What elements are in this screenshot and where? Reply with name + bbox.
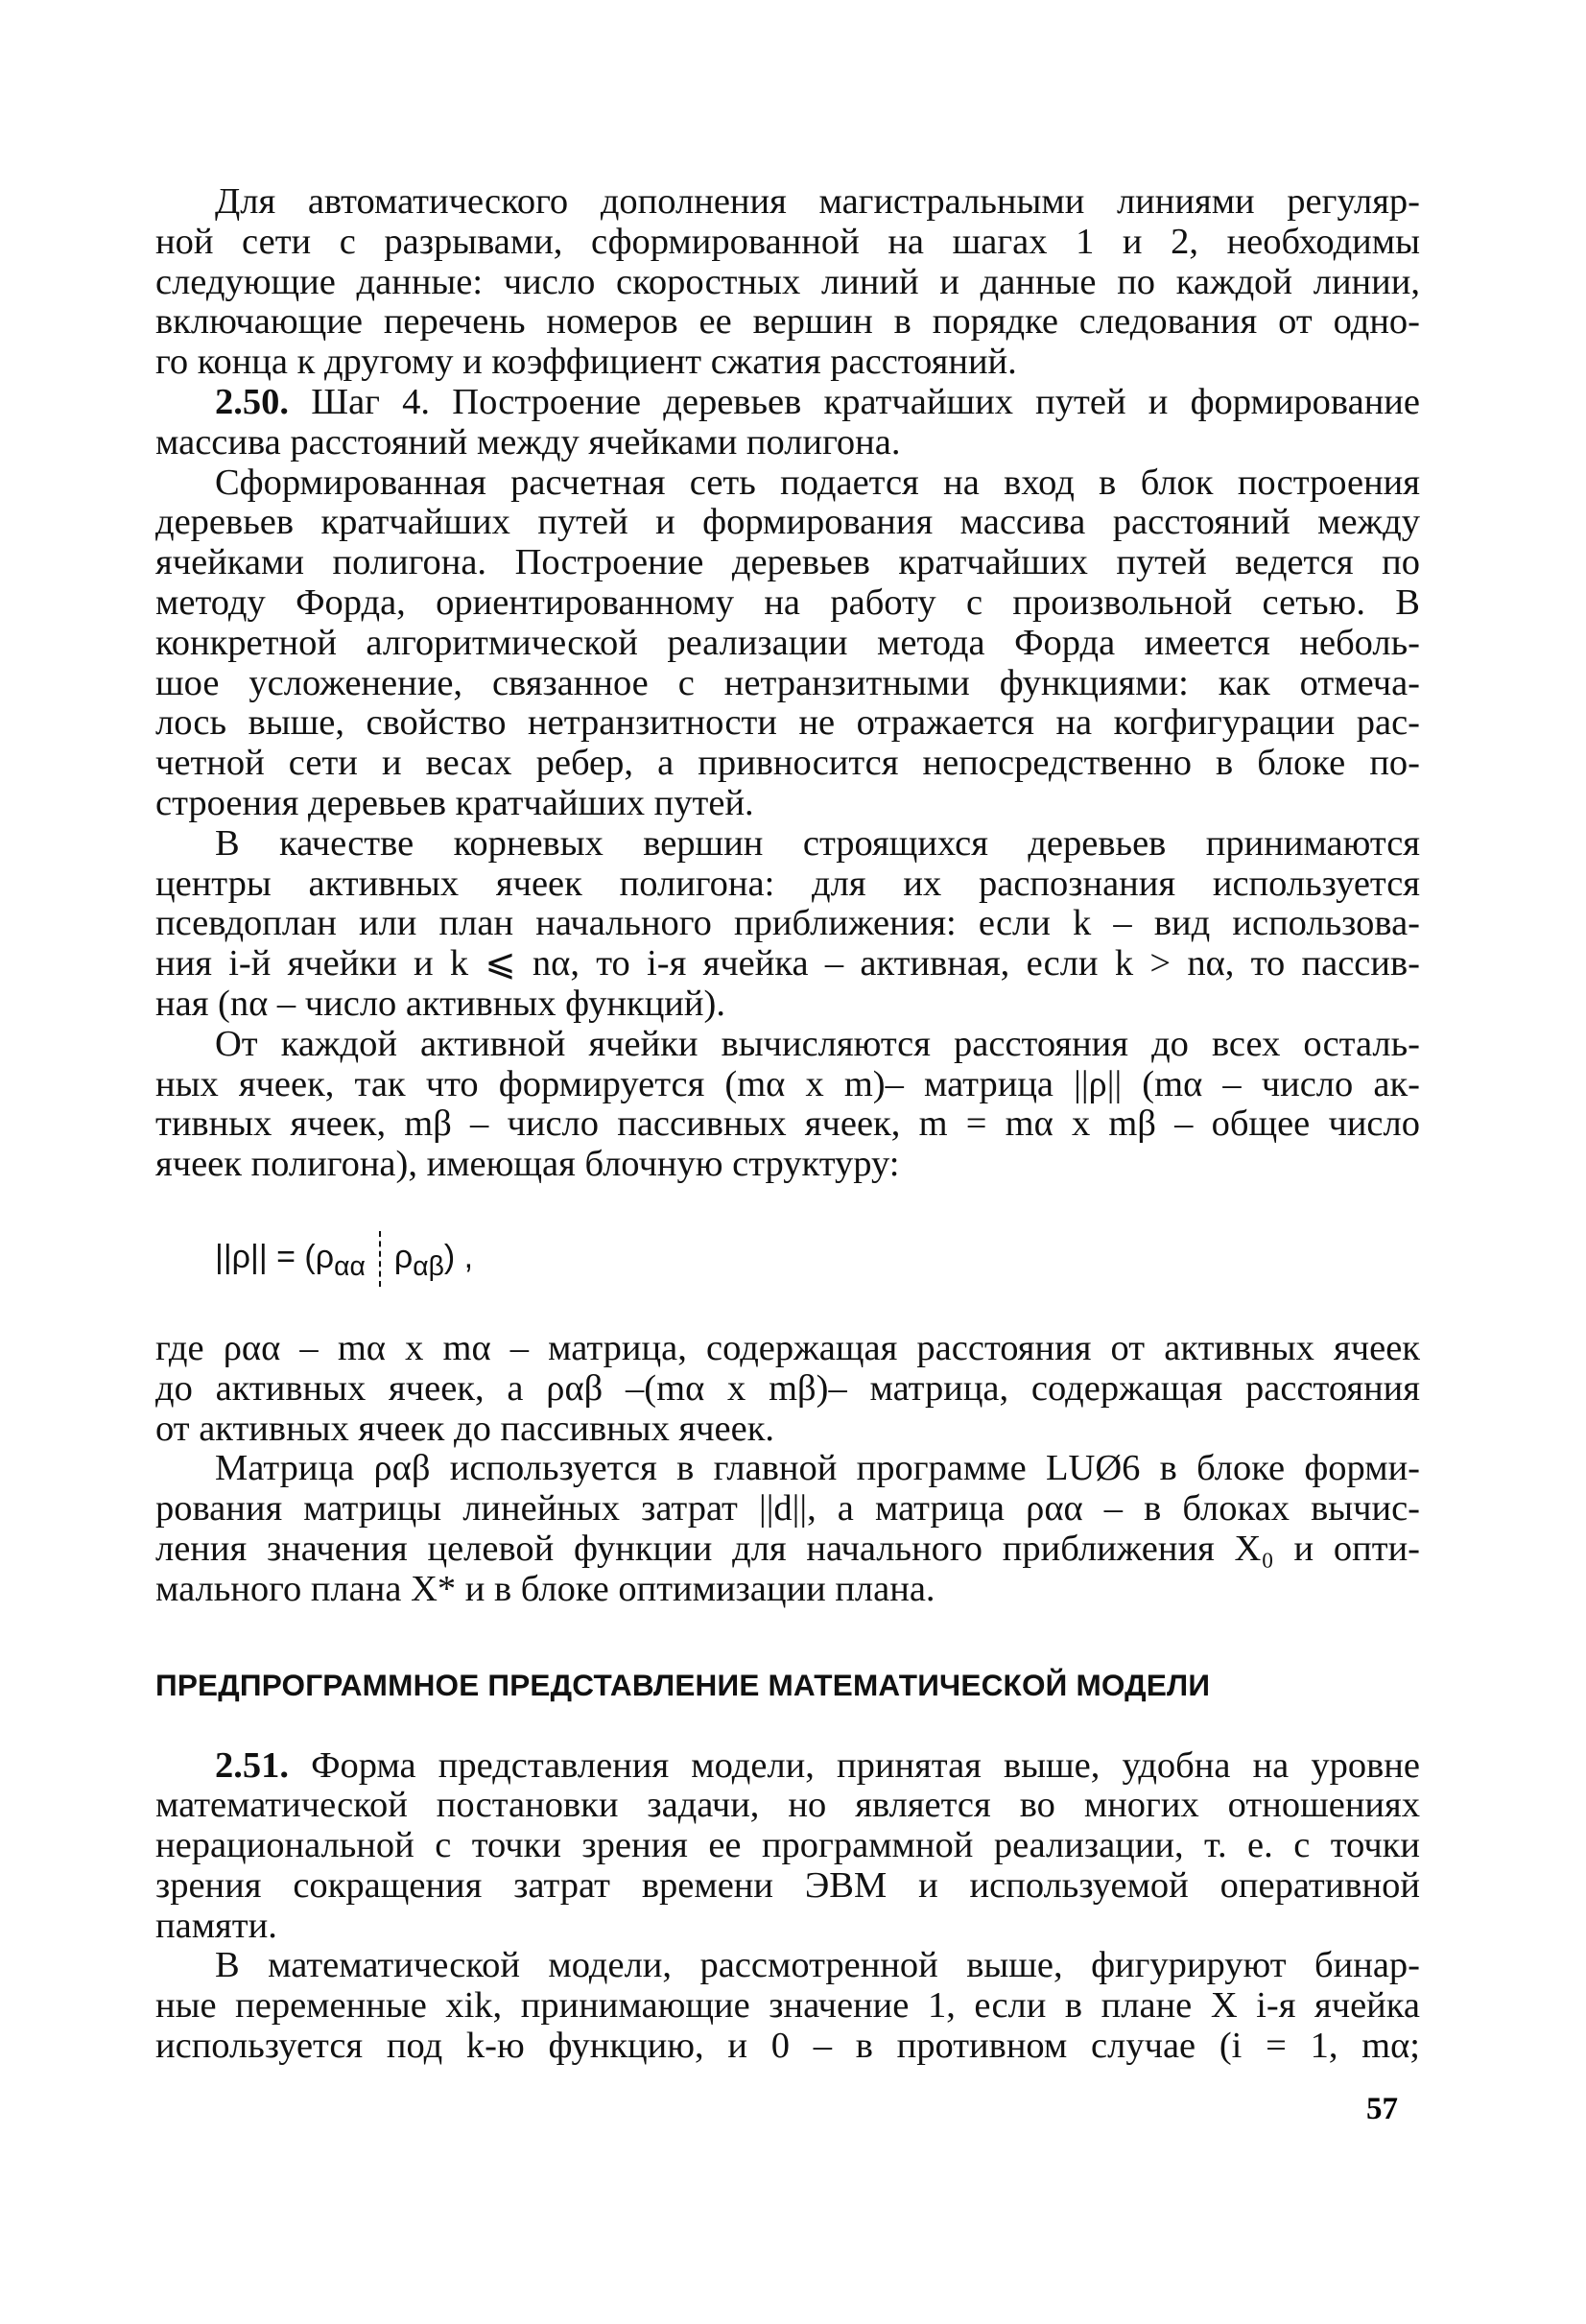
paragraph-4 [155,824,1420,1025]
text-line: деревьев кратчайших путей и формирования массива расстояний между [155,502,1420,543]
text-line: следующие данные: число скоростных линий и данные по каждой линии, [155,261,1420,302]
text-line: ния i-й ячейки и k ⩽ nα, то i-я ячейка – активная, если k > nα, то пассив- [155,943,1420,984]
paragraph-2 [155,383,1420,463]
page-body [155,182,1420,2067]
text-line: конкретной алгоритмической реализации метода Форда имеется неболь- [155,622,1420,663]
formula-subscript: αα [334,1250,366,1282]
text-line: Для автоматического дополнения магистральными линиями регуляр- [215,181,1420,222]
text-line: рования матрицы линейных затрат ||d||, а матрица ραα – в блоках вычис- [155,1488,1420,1530]
block-separator [379,1231,381,1287]
text-line: ная (nα – число активных функций). [155,983,725,1024]
text-line: тивных ячеек, mβ – число пассивных ячеек, m = mα x mβ – общее число [155,1103,1420,1145]
text-line: четной сети и весах ребер, а привносится непосредственно в блоке по- [155,743,1420,784]
text-line: лось выше, свойство нетранзитности не отражается на когфигурации рас- [155,702,1420,744]
text-line: до активных ячеек, а ραβ –(mα x mβ)– матрица, содержащая расстояния [155,1367,1420,1409]
text-line: массива расстояний между ячейками полигона. [155,421,901,462]
text-line: памяти. [155,1905,277,1946]
text-line: от активных ячеек до пассивных ячеек. [155,1408,775,1449]
paragraph-6 [155,1329,1420,1449]
text-line: Сформированная расчетная сеть подается на вход в блок построения [215,462,1420,503]
paragraph-7 [155,1449,1420,1609]
text-line: центры активных ячеек полигона: для их распознания используется [155,863,1420,904]
text-line: математической постановки задачи, но является во многих отношениях [155,1785,1420,1826]
text-line: нерациональной с точки зрения ее программной реализации, т. е. с точки [155,1825,1420,1866]
formula-right: ) , [443,1238,474,1275]
text-line: мального плана X* и в блоке оптимизации плана. [155,1568,935,1609]
section-number: 2.51. [215,1744,289,1786]
text-line: Матрица ραβ используется в главной программе LUØ6 в блоке форми- [215,1448,1420,1489]
paragraph-5 [155,1025,1420,1185]
formula-subscript: αβ [413,1250,444,1282]
text-line: ных ячеек, так что формируется (mα x m)– матрица ||ρ|| (mα – число ак- [155,1063,1420,1104]
text-line: строения деревьев кратчайших путей. [155,782,754,823]
paragraph-8 [155,1746,1420,1947]
paragraph-3 [155,463,1420,824]
text-line: ячейками полигона. Построение деревьев кратчайших путей ведется по [155,542,1420,583]
section-number: 2.50. [215,381,289,422]
text-line: используется под k-ю функцию, и 0 – в противном случае (i = 1, mα; [155,2026,1420,2067]
paragraph-9 [155,1946,1420,2066]
text-line: Форма представления модели, принятая выше, удобна на уровне [311,1744,1421,1786]
text-line: В математической модели, рассмотренной выше, фигурируют бинар- [215,1945,1420,1986]
text-line: псевдоплан или план начального приближения: если k – вид использова- [155,903,1420,944]
text-line: ячеек полигона), имеющая блочную структуру: [155,1144,900,1185]
text-line: Шаг 4. Построение деревьев кратчайших путей и формирование [311,381,1420,422]
block-matrix-formula [215,1231,1420,1282]
text-line: шое усложенение, связанное с нетранзитными функциями: как отмеча- [155,662,1420,703]
paragraph-1 [155,182,1420,383]
text-line: ной сети с разрывами, сформированной на шагах 1 и 2, необходимы [155,221,1420,262]
text-line: где ραα – mα x mα – матрица, содержащая расстояния от активных ячеек [155,1327,1420,1368]
text-line: ные переменные xik, принимающие значение 1, если в плане X i-я ячейка [155,1985,1420,2027]
section-heading: ПРЕДПРОГРАММНОЕ ПРЕДСТАВЛЕНИЕ МАТЕМАТИЧЕСКОЙ МОДЕЛИ [155,1667,1211,1702]
text-line: От каждой активной ячейки вычисляются расстояния до всех осталь- [215,1023,1420,1064]
text-line: зрения сокращения затрат времени ЭВМ и используемой оперативной [155,1864,1420,1906]
formula-mid: ρ [393,1238,414,1275]
text-line: В качестве корневых вершин строящихся деревьев принимаются [215,822,1420,864]
page-number: 57 [1366,2092,1398,2126]
text-line: методу Форда, ориентированному на работу с произвольной сетью. В [155,581,1420,623]
text-line: ления значения целевой функции для начального приближения X₀ и опти- [155,1528,1420,1569]
formula-left: ||ρ|| = (ρ [215,1238,335,1275]
text-line: включающие перечень номеров ее вершин в порядке следования от одно- [155,301,1420,343]
text-line: го конца к другому и коэффициент сжатия расстояний. [155,342,1017,383]
